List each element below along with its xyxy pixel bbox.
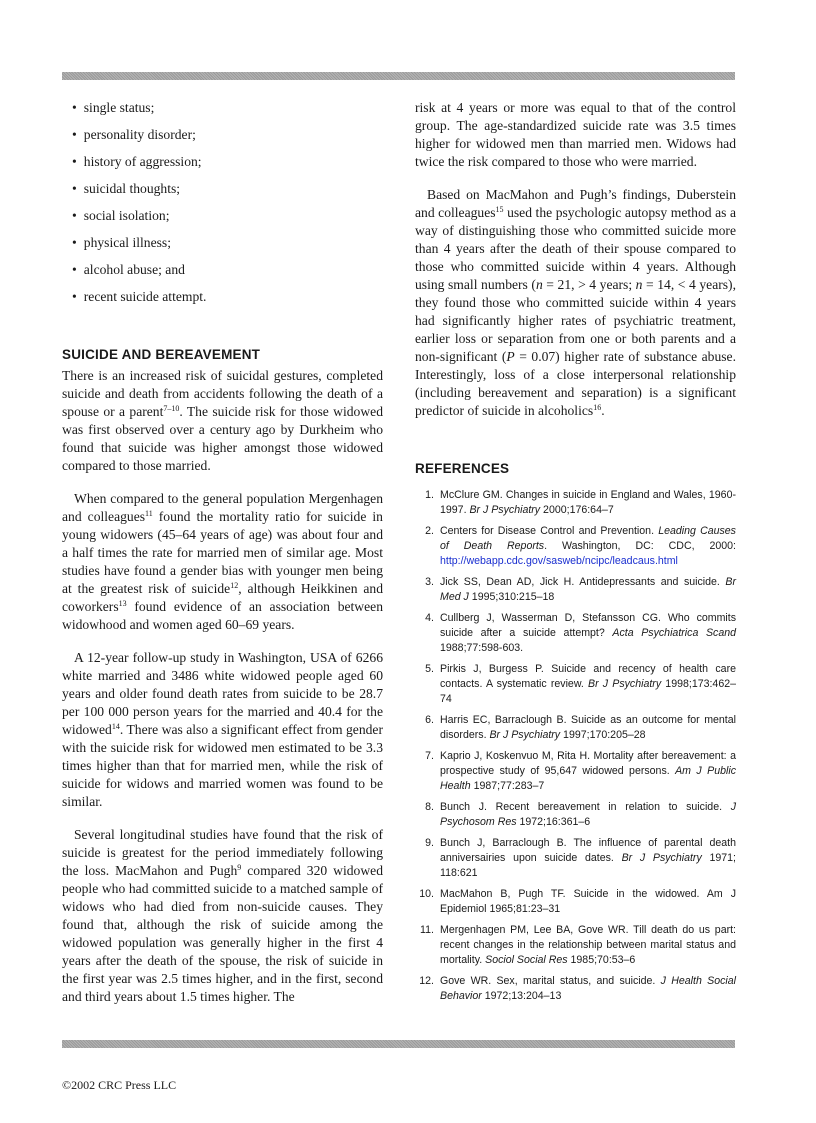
text-run: Pirkis J, Burgess P. Suicide and recency of health care contacts. A systematic review. (440, 663, 736, 690)
text-run: . Washington, DC: CDC, 2000: (544, 540, 736, 552)
left-body (62, 367, 383, 1006)
text-run: 1987;77:283–7 (470, 780, 545, 792)
reference-number: 12. (419, 975, 434, 987)
citation-superscript: 16 (593, 403, 602, 412)
italic-text: Leading Causes of Death Reports (440, 525, 736, 552)
italic-text: Acta Psychiatrica Scand (612, 627, 737, 639)
text-run: , although Heikkinen and coworkers (62, 581, 383, 614)
reference-item (415, 713, 736, 743)
text-run: Cullberg J, Wasserman D, Stefansson CG. Who commits suicide after a suicide attempt? (440, 612, 736, 639)
bullet-item: • personality disorder; (72, 126, 383, 153)
italic-text: Br J Psychiatry (469, 504, 541, 516)
citation-superscript: 14 (111, 722, 120, 731)
text-run: 1988;77:598-603. (440, 642, 524, 654)
text-run: = 0.07) higher rate of substance abuse. Interestingly, loss of a close interpersonal relationship (including bereavement and separation) is a significant predictor of suicide in alcoholics (415, 349, 736, 418)
paragraph (62, 649, 383, 811)
text-run: 2000;176:64–7 (540, 504, 614, 516)
text-run: A 12-year follow-up study in Washington, USA of 6266 white married and 3486 white widowed people aged 60 years and older found death rates from suicide to be 28.7 per 100 000 person years for the married and 40.4 for the widowed (62, 650, 383, 737)
paragraph (62, 826, 383, 1006)
italic-text: Am J Public Health (440, 765, 736, 792)
paragraph (62, 490, 383, 634)
reference-number: 6. (425, 714, 434, 726)
italic-text: n (535, 277, 543, 292)
italic-text: Br Med J (440, 576, 736, 603)
section-heading: SUICIDE AND BEREAVEMENT (62, 347, 261, 362)
text-run: MacMahon B, Pugh TF. Suicide in the widowed. Am J Epidemiol 1965;81:23–31 (440, 888, 736, 915)
reference-item (415, 974, 736, 1004)
text-run: 1985;70:53–6 (567, 954, 636, 966)
text-run: risk at 4 years or more was equal to that of the control group. The age-standardized suicide rate was 3.5 times higher for widowed men than married men. Widows had twice the risk compared to those who were married. (415, 100, 736, 169)
reference-item (415, 800, 736, 830)
bullet-item: • history of aggression; (72, 153, 383, 180)
text-run: 1972;13:204–13 (481, 990, 562, 1002)
text-run: = 14, < 4 years), they found those who committed suicide within 4 years had significantly higher rates of psychiatric treatment, earlier loss or separation from one or both parents and a non-significant ( (415, 277, 736, 364)
bullet-item: • single status; (72, 99, 383, 126)
italic-text: Sociol Social Res (485, 954, 568, 966)
citation-superscript: 11 (145, 509, 153, 518)
paragraph (415, 186, 736, 420)
text-run: Bunch J. Recent bereavement in relation to suicide. (440, 801, 731, 813)
reference-item (415, 836, 736, 881)
text-run: 1997;170:205–28 (560, 729, 646, 741)
text-run: Several longitudinal studies have found that the risk of suicide is greatest for the period immediately following the loss. MacMahon and Pugh (62, 827, 383, 878)
right-body (415, 99, 736, 420)
text-run: Harris EC, Barraclough B. Suicide as an outcome for mental disorders. (440, 714, 736, 741)
bullet-item: • suicidal thoughts; (72, 180, 383, 207)
left-column (62, 99, 383, 1006)
paragraph (415, 99, 736, 171)
reference-number: 4. (425, 612, 434, 624)
reference-number: 8. (425, 801, 434, 813)
text-run: Based on MacMahon and Pugh’s findings, Duberstein and colleagues (415, 187, 736, 220)
text-run: Mergenhagen PM, Lee BA, Gove WR. Till death do us part: recent changes in the relationship between marital status and mortality. (440, 924, 736, 966)
text-run: compared 320 widowed people who had committed suicide to a matched sample of widows who had died from non-suicide causes. They found that, although the risk of suicide among the widowed population was generally higher in the first 4 years after the death of the spouse, the risk of suicide in the first year was 2.5 times higher, and in the first, second and third years about 1.5 times higher. The (62, 863, 384, 1004)
references-heading: REFERENCES (415, 461, 510, 476)
reference-link[interactable]: http://webapp.cdc.gov/sasweb/ncipc/leadcaus.html (440, 555, 678, 567)
reference-item (415, 524, 736, 569)
reference-number: 7. (425, 750, 434, 762)
copyright: ©2002 CRC Press LLC (62, 1078, 177, 1092)
italic-text: Br J Psychiatry (489, 729, 561, 741)
text-run: found the mortality ratio for suicide in young widowers (45–64 years of age) was about four and a half times the rate for married men of similar age. Most studies have found a gender bias with younger men being at the greatest risk of suicide (62, 509, 383, 596)
risk-factor-list (62, 99, 383, 315)
text-run: = 21, > 4 years; (542, 277, 636, 292)
italic-text: Br J Psychiatry (621, 852, 702, 864)
text-run: . The suicide risk for those widowed was first observed over a century ago by Durkheim who found that suicide was higher amongst those widowed compared to those married. (62, 404, 384, 473)
bullet-item: • social isolation; (72, 207, 383, 234)
text-run: used the psychologic autopsy method as a way of distinguishing those who committed suicide more than 4 years after the death of their spouse compared to those who committed suicide within 4 years. Although using small numbers ( (415, 205, 736, 292)
text-run: found evidence of an association between widowhood and women aged 60–69 years. (62, 599, 383, 632)
text-run: . (601, 403, 605, 418)
italic-text: J Psychosom Res (440, 801, 736, 828)
reference-list (415, 488, 736, 1004)
text-run: When compared to the general population Mergenhagen and colleagues (62, 491, 383, 524)
text-run: McClure GM. Changes in suicide in England and Wales, 1960-1997. (440, 489, 736, 516)
italic-text: J Health Social Behavior (440, 975, 736, 1002)
reference-item (415, 575, 736, 605)
right-column (415, 99, 736, 1010)
text-run: Bunch J, Barraclough B. The influence of parental death anniversairies upon suicide dates. (440, 837, 736, 864)
italic-text: Br J Psychiatry (588, 678, 662, 690)
text-run: Kaprio J, Koskenvuo M, Rita H. Mortality after bereavement: a prospective study of 95,647 widowed persons. (440, 750, 736, 777)
bullet-item: • alcohol abuse; and (72, 261, 383, 288)
reference-item (415, 923, 736, 968)
reference-number: 1. (425, 489, 434, 501)
citation-superscript: 13 (118, 599, 127, 608)
text-run: Gove WR. Sex, marital status, and suicide. (440, 975, 661, 987)
italic-text: n (635, 277, 643, 292)
text-run: Centers for Disease Control and Prevention. (440, 525, 659, 537)
reference-item (415, 662, 736, 707)
text-run: 1995;310:215–18 (468, 591, 555, 603)
text-run: Jick SS, Dean AD, Jick H. Antidepressants and suicide. (440, 576, 726, 588)
reference-number: 3. (425, 576, 434, 588)
reference-number: 9. (425, 837, 434, 849)
bullet-item: • recent suicide attempt. (72, 288, 383, 315)
citation-superscript: 15 (495, 205, 504, 214)
reference-number: 2. (425, 525, 434, 537)
reference-item (415, 887, 736, 917)
citation-superscript: 12 (230, 581, 239, 590)
text-run: 1971; 118:621 (440, 852, 736, 879)
reference-number: 5. (425, 663, 434, 675)
header-rule (62, 72, 735, 80)
italic-text: P (506, 349, 515, 364)
citation-superscript: 9 (237, 863, 242, 872)
text-run: There is an increased risk of suicidal gestures, completed suicide and death from accidents following the death of a spouse or a parent (62, 368, 383, 419)
reference-item (415, 749, 736, 794)
reference-number: 11. (420, 924, 434, 936)
text-run: . There was also a significant effect from gender with the suicide risk for widowed men estimated to be 3.3 times higher than that for married men, while the risk of suicide for widows and married women was found to be similar. (62, 722, 383, 809)
citation-superscript: 7–10 (163, 404, 180, 413)
text-run: 1998;173:462–74 (440, 678, 736, 705)
footer-rule (62, 1040, 735, 1048)
paragraph (62, 367, 383, 475)
reference-item (415, 488, 736, 518)
reference-number: 10. (419, 888, 434, 900)
text-run: 1972;16:361–6 (516, 816, 591, 828)
bullet-item: • physical illness; (72, 234, 383, 261)
reference-item (415, 611, 736, 656)
